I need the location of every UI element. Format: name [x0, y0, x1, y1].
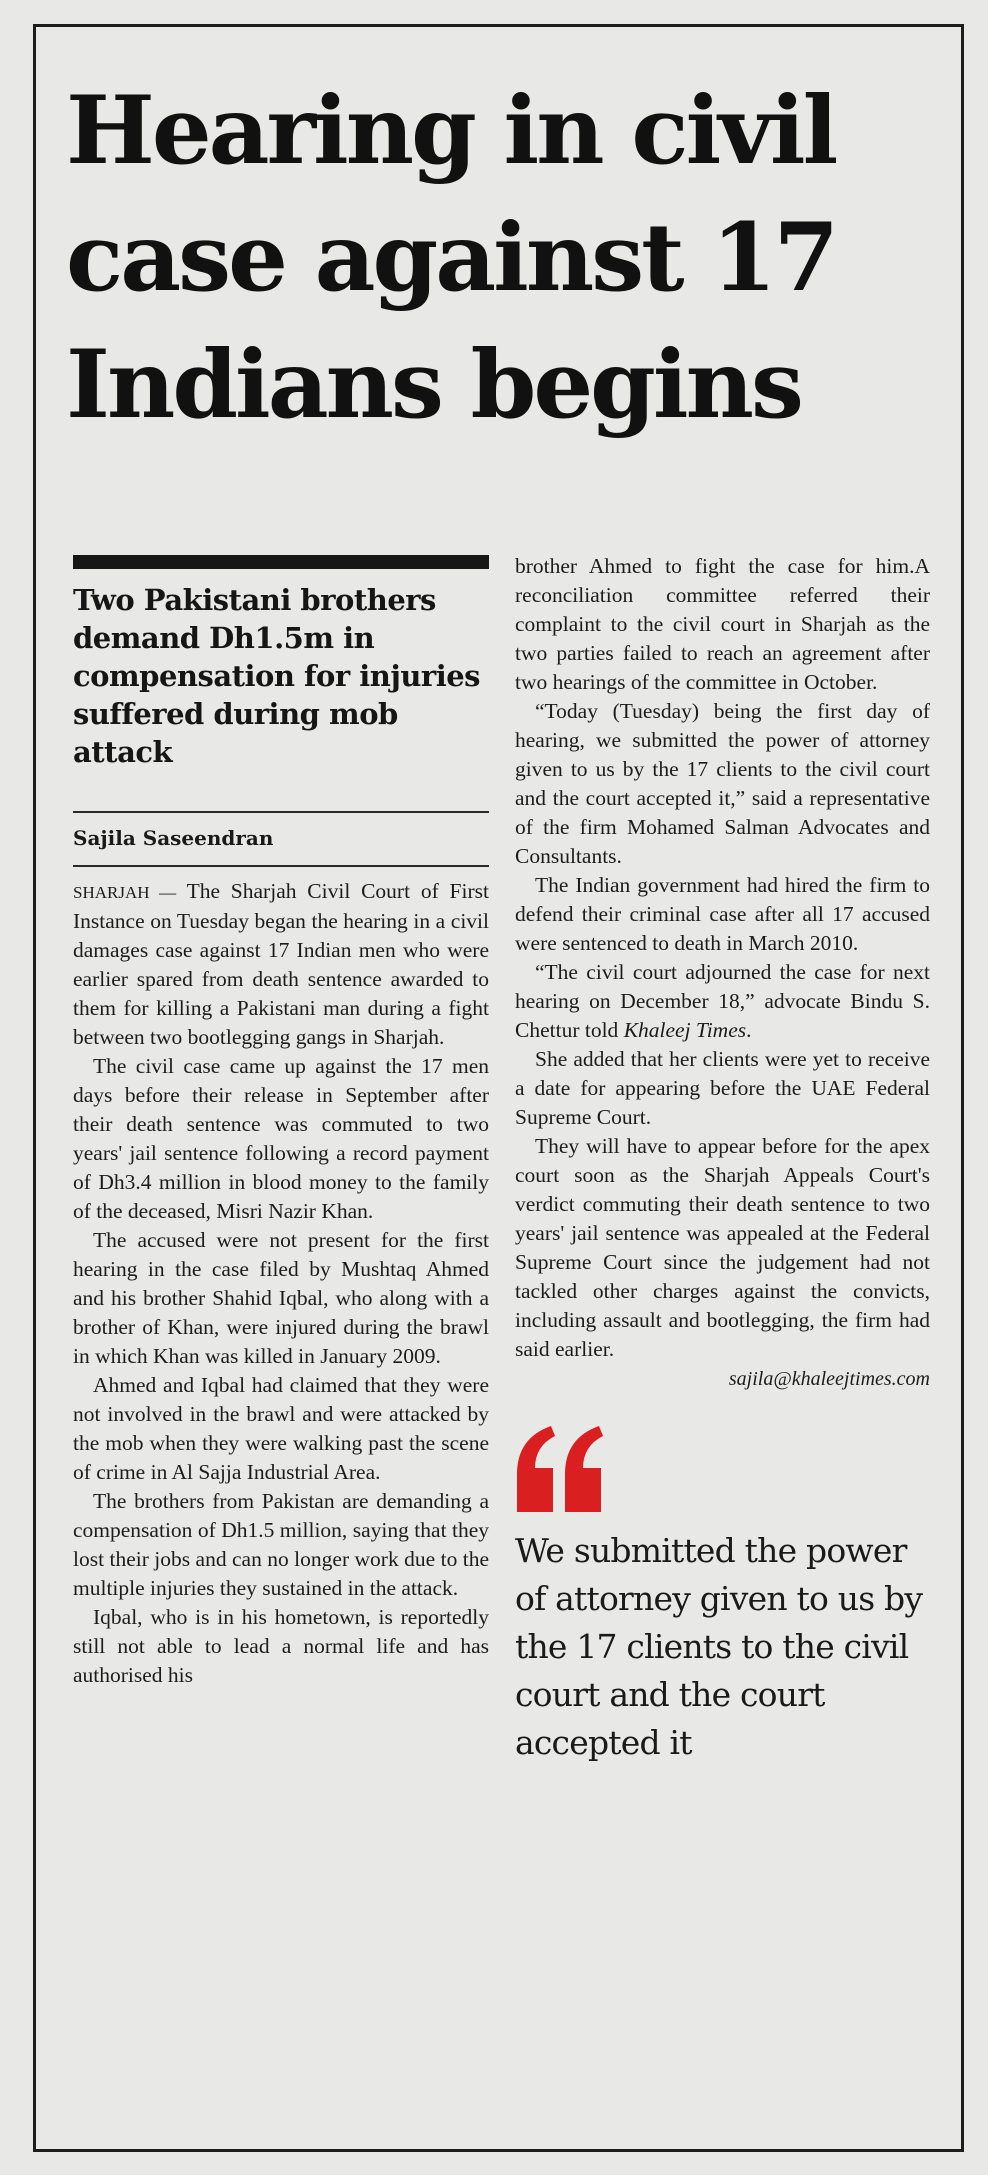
paragraph: The brothers from Pakistan are demanding a compensation of Dh1.5 million, saying that they lost their jobs and can no longer work due to the multiple injuries they sustained in the attack.	[73, 1489, 489, 1600]
byline-rule-bottom	[73, 865, 489, 867]
dateline: SHARJAH —	[73, 883, 177, 902]
deck-rule	[73, 555, 489, 569]
author-email: sajila@khaleejtimes.com	[728, 1368, 930, 1390]
right-column	[515, 552, 930, 1767]
article-body-left	[73, 877, 489, 1690]
paragraph-text: The Sharjah Civil Court of First Instance on Tuesday began the hearing in a civil damages case against 17 Indian men who were earlier spared from death sentence awarded to them for killing a Pakistani man during a fight between two bootlegging gangs in Sharjah.	[73, 879, 489, 1049]
paragraph	[73, 877, 489, 1052]
byline: Sajila Saseendran	[73, 826, 274, 850]
paragraph: brother Ahmed to fight the case for him.A reconciliation committee referred their complaint to the civil court in Sharjah as the two parties failed to reach an agreement after two hearings of the committee in October.	[515, 554, 930, 694]
paragraph: Ahmed and Iqbal had claimed that they were not involved in the brawl and were attacked by the mob when they were walking past the scene of crime in Al Sajja Industrial Area.	[73, 1373, 489, 1484]
headline: Hearing in civil case against 17 Indians begins	[66, 76, 837, 440]
paragraph: “Today (Tuesday) being the first day of hearing, we submitted the power of attorney given to us by the 17 clients to the civil court and the court accepted it,” said a representative of the firm Mohamed Salman Advocates and Consultants.	[515, 699, 930, 868]
paragraph: They will have to appear before for the apex court soon as the Sharjah Appeals Court's verdict commuting their death sentence to two years' jail sentence was appealed at the Federal Supreme Court since the judgement had not tackled other charges against the convicts, including assault and bootlegging, the firm had said earlier.	[515, 1134, 930, 1361]
deck: Two Pakistani brothers demand Dh1.5m in compensation for injuries suffered during mob attack	[73, 583, 480, 769]
paragraph: The civil case came up against the 17 men days before their release in September after their death sentence was commuted to two years' jail sentence following a record payment of Dh3.4 million in blood money to the family of the deceased, Misri Nazir Khan.	[73, 1054, 489, 1223]
left-column	[73, 555, 489, 1690]
article-body-right	[515, 552, 930, 1364]
quote-mark-icon	[515, 1424, 605, 1519]
pull-quote: We submitted the power of attorney given to us by the 17 clients to the civil court and the court accepted it	[515, 1531, 923, 1762]
paragraph: Iqbal, who is in his hometown, is reportedly still not able to lead a normal life and has authorised his	[73, 1605, 489, 1687]
paragraph: The Indian government had hired the firm to defend their criminal case after all 17 accused were sentenced to death in March 2010.	[515, 873, 930, 955]
paragraph: “The civil court adjourned the case for next hearing on December 18,” advocate Bindu S. Chettur told Khaleej Times.	[515, 960, 930, 1042]
paragraph: The accused were not present for the first hearing in the case filed by Mushtaq Ahmed and his brother Shahid Iqbal, who along with a brother of Khan, were injured during the brawl in which Khan was killed in January 2009.	[73, 1228, 489, 1368]
byline-rule-top	[73, 811, 489, 813]
paragraph: She added that her clients were yet to receive a date for appearing before the UAE Federal Supreme Court.	[515, 1047, 930, 1129]
paragraph-text: “The civil court adjourned the case for next hearing on December 18,” advocate Bindu S. Chettur told	[515, 960, 930, 1042]
publication-name: Khaleej Times	[623, 1018, 747, 1042]
